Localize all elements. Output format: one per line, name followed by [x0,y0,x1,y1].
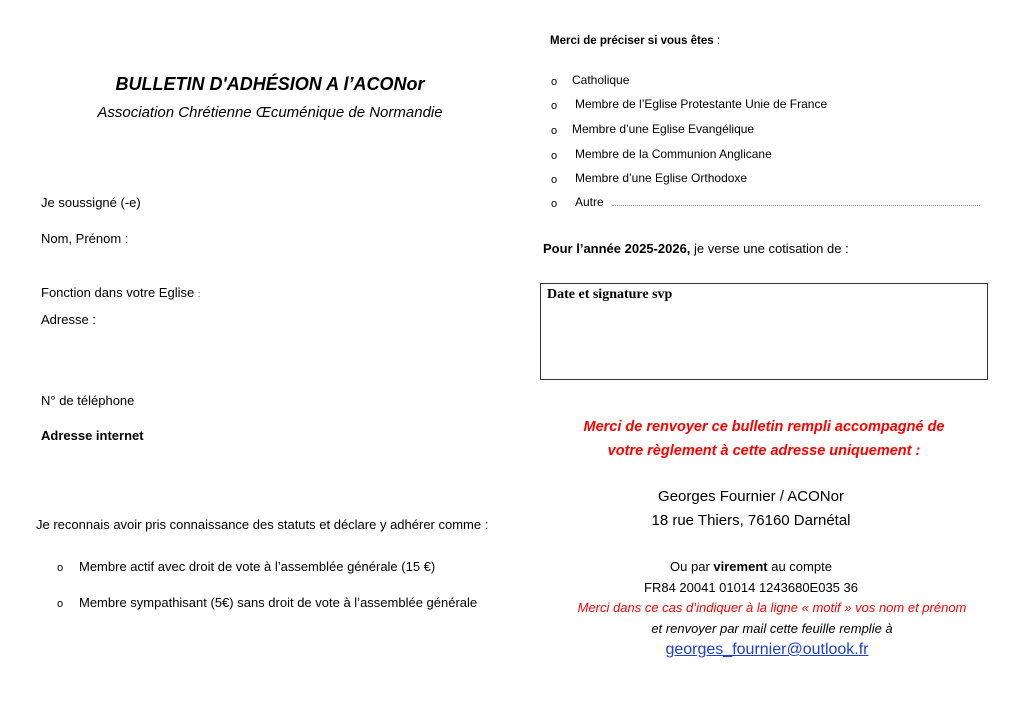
affiliation-bullet[interactable]: o [551,100,558,112]
form-subtitle: Association Chrétienne Œcuménique de Normandie [97,104,443,121]
virement-bold: virement [713,559,768,574]
motif-note: Merci dans ce cas d’indiquer à la ligne « motif » vos nom et prénom [577,600,967,615]
email-row [540,641,994,659]
field-label-fonction [41,285,200,300]
iban: FR84 20041 01014 1243680E035 36 [644,580,858,595]
affiliation-bullet[interactable]: o [551,125,558,137]
affiliation-heading-colon: : [716,35,721,47]
field-label-nom-prenom: Nom, Prénom : [41,231,129,246]
return-instruction-line2: votre règlement à cette adresse uniquement : [607,443,921,459]
affiliation-anglicane: Membre de la Communion Anglicane [575,147,772,161]
autre-fill-line[interactable] [612,205,980,206]
signature-box[interactable] [540,283,988,380]
affiliation-bullet[interactable]: o [551,150,558,162]
affiliation-catholique: Catholique [572,73,630,87]
form-title: BULLETIN D'ADHÉSION A l’ACONor [115,74,425,94]
signature-label: Date et signature svp [547,287,673,302]
virement-post: au compte [767,559,832,574]
field-label-soussigne: Je soussigné (-e) [41,195,141,210]
affiliation-protestante: Membre de l’Eglise Protestante Unie de France [575,97,828,111]
option-bullet[interactable]: o [57,562,64,574]
cotisation-text: je verse une cotisation de : [690,241,849,256]
affiliation-bullet[interactable]: o [551,76,558,88]
option-membre-actif: Membre actif avec droit de vote à l’assemblée générale (15 €) [79,559,436,574]
affiliation-heading [550,35,720,47]
fonction-colon: : [197,289,201,299]
virement-pre: Ou par [670,559,714,574]
address-name: Georges Fournier / ACONor [658,488,844,505]
option-membre-sympathisant: Membre sympathisant (5€) sans droit de vote à l’assemblée générale [79,595,478,610]
email-link[interactable]: georges_fournier@outlook.fr [665,641,869,658]
field-label-telephone: N° de téléphone [41,393,135,408]
affiliation-bullet[interactable]: o [551,198,558,210]
virement-line [540,559,962,574]
option-bullet[interactable]: o [57,598,64,610]
cotisation-year: Pour l’année 2025-2026, [543,241,691,256]
mail-note: et renvoyer par mail cette feuille remplie à [651,621,893,636]
affiliation-bullet[interactable]: o [551,174,558,186]
field-label-adresse: Adresse : [41,312,96,327]
affiliation-orthodoxe: Membre d’une Eglise Orthodoxe [575,171,748,185]
return-instruction-line1: Merci de renvoyer ce bulletin rempli accompagné de [583,419,945,435]
affiliation-heading-text: Merci de préciser si vous êtes [550,35,714,47]
affiliation-autre: Autre [575,195,604,209]
cotisation-line [543,241,849,256]
address-street: 18 rue Thiers, 76160 Darnétal [651,512,851,529]
field-label-adresse-internet: Adresse internet [41,428,144,443]
membership-declaration: Je reconnais avoir pris connaissance des statuts et déclare y adhérer comme : [36,517,489,532]
fonction-label-text: Fonction dans votre Eglise [41,285,195,300]
affiliation-evangelique: Membre d’une Eglise Evangélique [572,122,755,136]
